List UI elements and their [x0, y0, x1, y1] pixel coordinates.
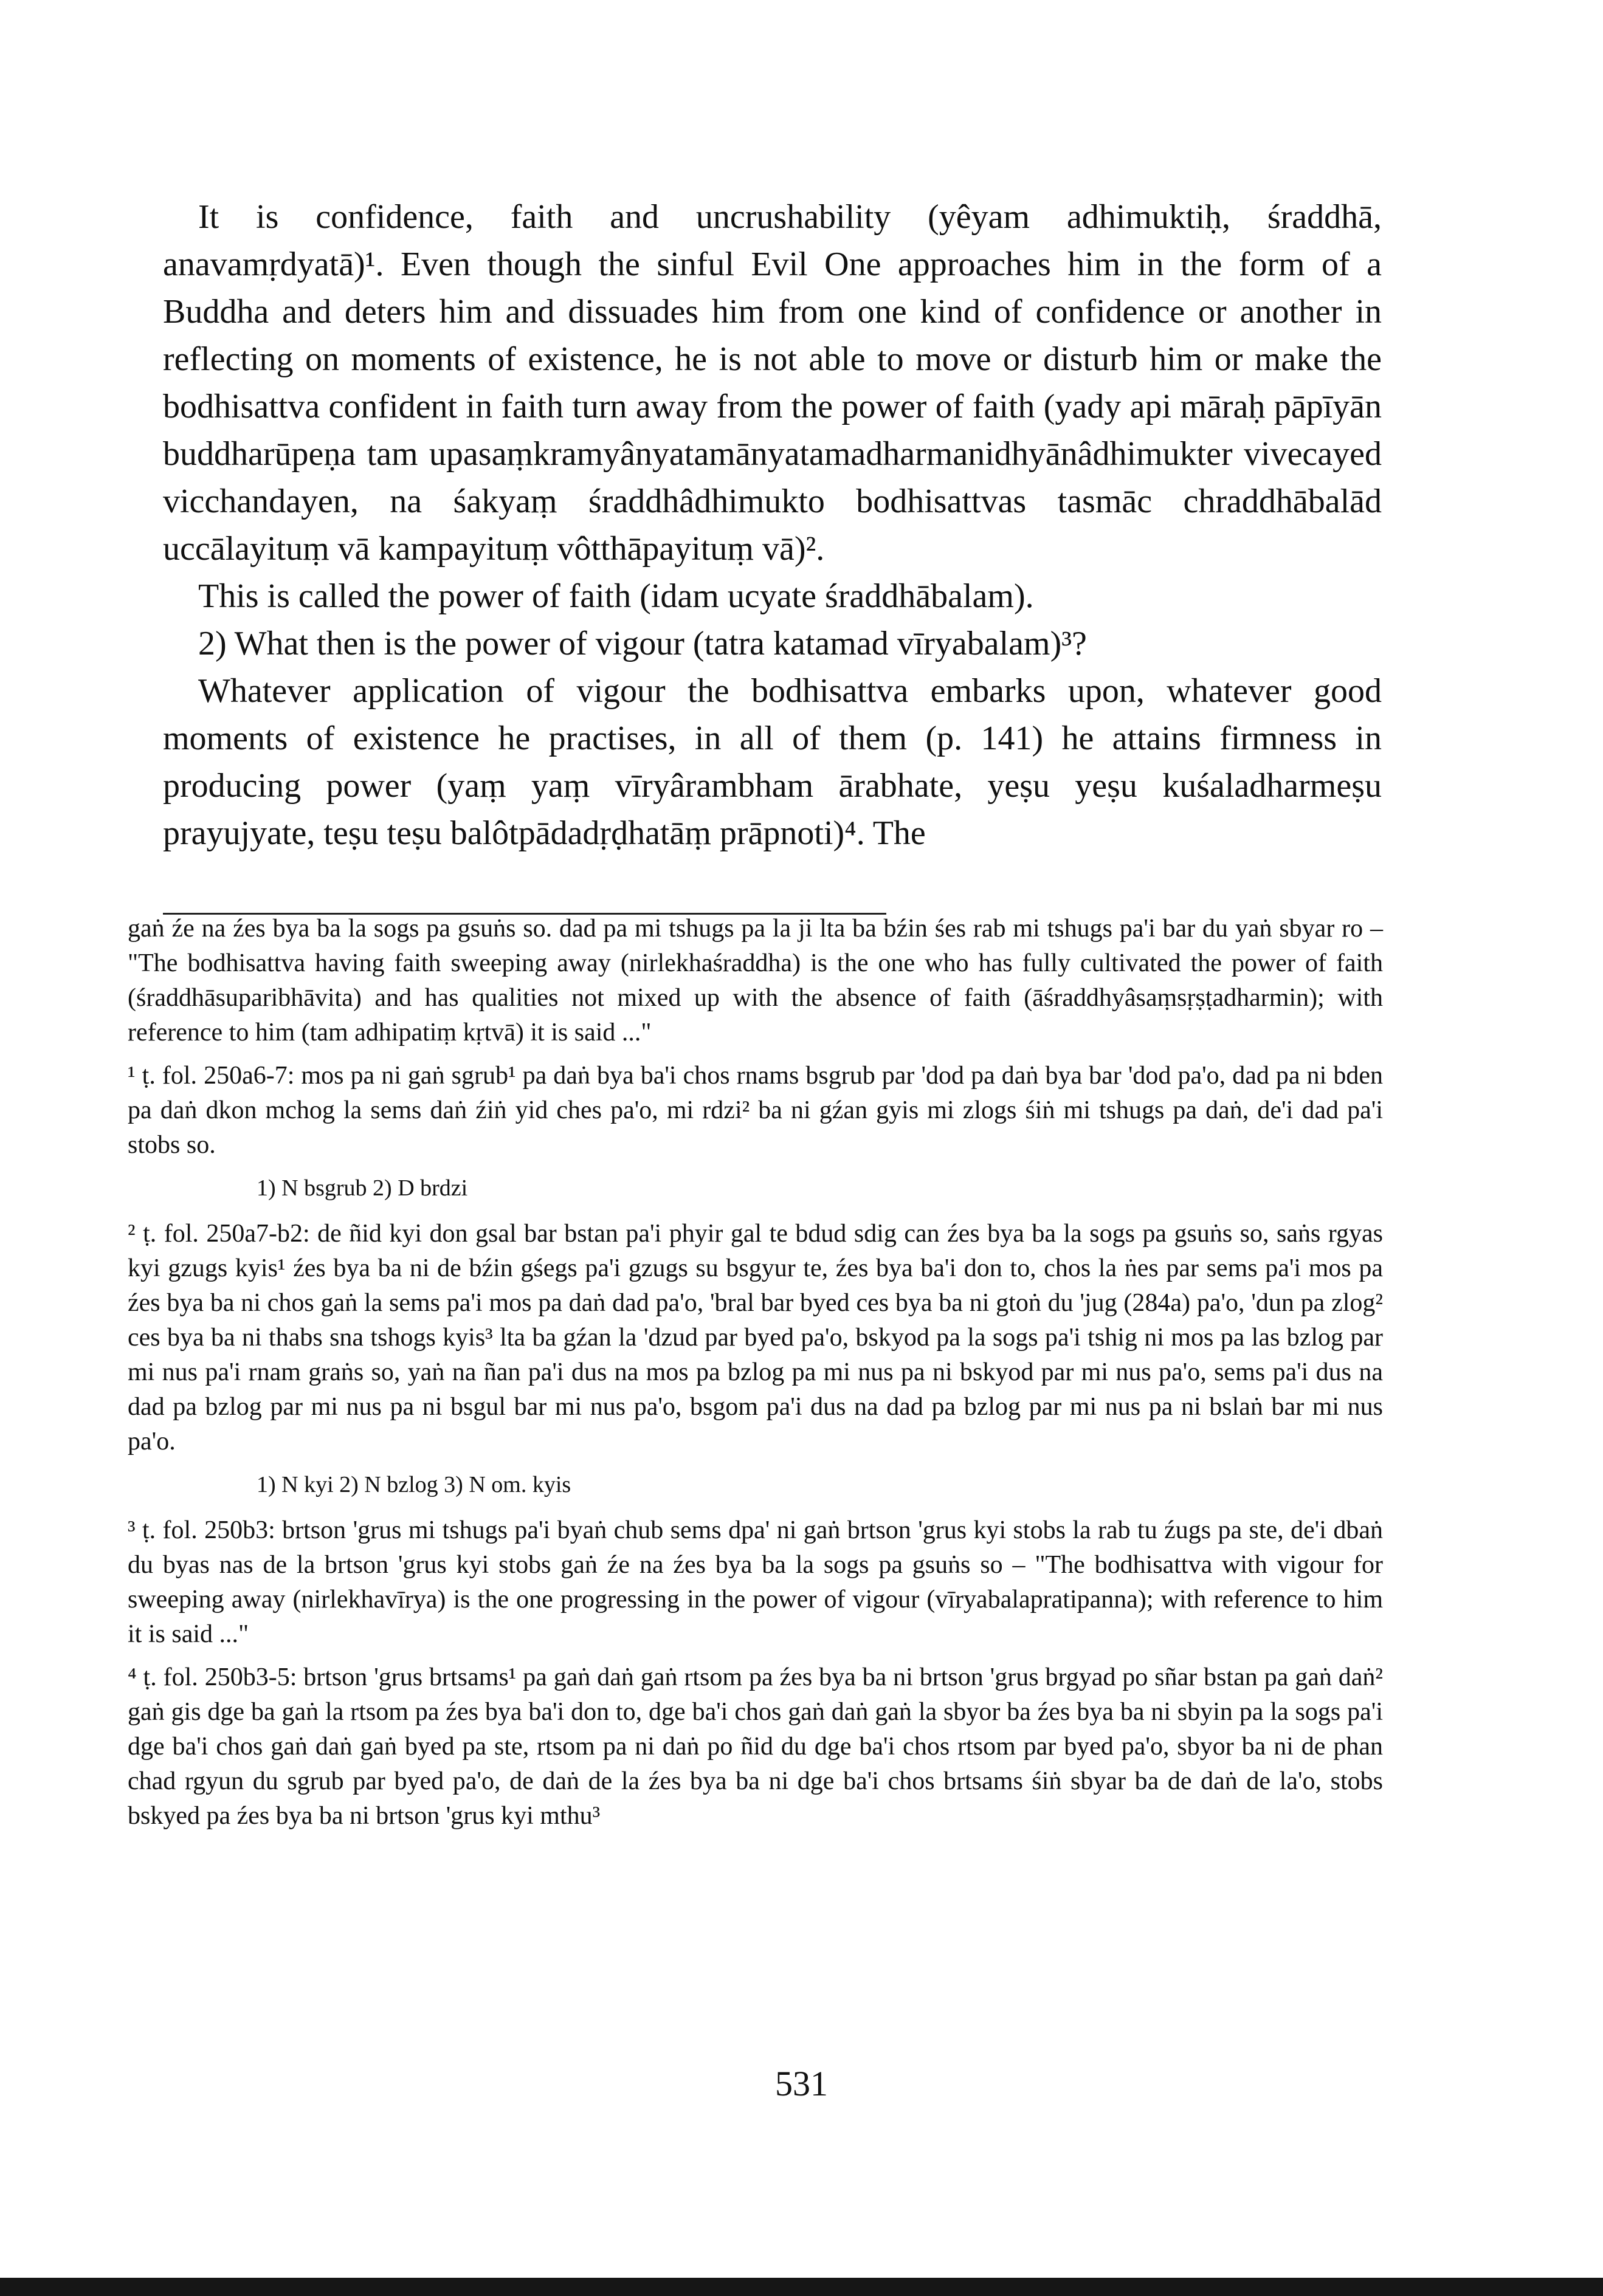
footnote-1-variants: 1) N bsgrub 2) D brdzi	[257, 1175, 468, 1201]
scan-edge	[0, 2278, 1603, 2296]
footnote-4: ⁴ ṭ. fol. 250b3-5: brtson 'grus brtsams¹ pa gaṅ daṅ gaṅ rtsom pa źes bya ba ni brtson 'grus brgyad po sñar bstan pa gaṅ daṅ² gaṅ gis dge ba gaṅ la rtsom pa źes bya ba'i don to, dge ba'i chos gaṅ daṅ gaṅ la sbyor ba źes bya ba ni sbyin pa la sogs pa'i dge ba'i chos gaṅ daṅ gaṅ byed pa ste, rtsom pa ni daṅ po ñid du dge ba'i chos rtsom par byed pa'o, sbyor ba ni de phan chad rgyun du sgrub par byed pa'o, de daṅ de la źes bya ba ni dge ba'i chos brtsams śiṅ sbyar ba de daṅ de la'o, stobs bskyed pa źes bya ba ni brtson 'grus kyi mthu³	[128, 1663, 1383, 1830]
paragraph-3: 2) What then is the power of vigour (tatra katamad vīryabalam)³?	[198, 625, 1087, 662]
footnote-1: ¹ ṭ. fol. 250a6-7: mos pa ni gaṅ sgrub¹ pa daṅ bya ba'i chos rnams bsgrub par 'dod pa daṅ bya bar 'dod pa'o, dad pa ni bden pa daṅ dkon mchog la sems daṅ źiṅ yid ches pa'o, mi rdzi² ba ni gźan gyis mi zlogs śiṅ mi tshugs pa daṅ, de'i dad pa'i stobs so.	[128, 1062, 1383, 1159]
paragraph-1: It is confidence, faith and uncrushability (yêyam adhimuktiḥ, śraddhā, anavamṛdyatā)¹. Even though the sinful Evil One approaches him in the form of a Buddha and deters him and dissuades him from one kind of confidence or another in reflecting on moments of existence, he is not able to move or disturb him or make the bodhisattva confident in faith turn away from the power of faith (yady api māraḥ pāpīyān buddharūpeṇa tam upasaṃkramyânyatamānyatamadharmanidhyānâdhimukter vivecayed vicchandayen, na śakyaṃ śraddhâdhimukto bodhisattvas tasmāc chraddhābalād uccālayituṃ vā kampayituṃ vôtthāpayituṃ vā)².	[163, 198, 1382, 568]
footnote-continuation: gaṅ źe na źes bya ba la sogs pa gsuṅs so. dad pa mi tshugs pa la ji lta ba bźin śes rab mi tshugs pa'i bar du yaṅ sbyar ro – "The bodhisattva having faith sweeping away (nirlekhaśraddha) is the one who has fully cultivated the power of faith (śraddhāsuparibhāvita) and has qualities not mixed up with the absence of faith (āśraddhyâsaṃsṛṣṭadharmin); with reference to him (tam adhipatiṃ kṛtvā) it is said ..."	[128, 915, 1383, 1047]
footnote-3: ³ ṭ. fol. 250b3: brtson 'grus mi tshugs pa'i byaṅ chub sems dpa' ni gaṅ brtson 'grus kyi stobs la rab tu źugs pa ste, de'i dbaṅ du byas nas de la brtson 'grus kyi stobs gaṅ źe na źes bya ba la sogs pa gsuṅs so – "The bodhisattva with vigour for sweeping away (nirlekhavīrya) is the one progressing in the power of vigour (vīryabalapratipanna); with reference to him it is said ..."	[128, 1516, 1383, 1648]
footnotes	[128, 912, 1383, 1842]
footnote-2-variants: 1) N kyi 2) N bzlog 3) N om. kyis	[257, 1472, 571, 1497]
footnote-2: ² ṭ. fol. 250a7-b2: de ñid kyi don gsal bar bstan pa'i phyir gal te bdud sdig can źes bya ba la sogs pa gsuṅs so, saṅs rgyas kyi gzugs kyis¹ źes bya ba ni de bźin gśegs pa'i gzugs su bsgyur te, źes bya ba'i don to, chos la ṅes par sems pa'i mos pa źes bya ba ni chos gaṅ la sems pa'i mos pa daṅ dad pa'o, 'bral bar byed ces bya ba ni gtoṅ du 'jug (284a) pa'o, 'dun pa zlog² ces bya ba ni thabs sna tshogs kyis³ lta ba gźan la 'dzud par byed pa'o, bskyod pa la sogs pa'i tshig ni mos pa las bzlog par mi nus pa'i rnam graṅs so, yaṅ na ñan pa'i dus na mos pa bzlog pa mi nus pa ni bskyod par mi nus pa'o, sems pa'i dus na dad pa bzlog par mi nus pa ni bsgul bar mi nus pa'o, bsgom pa'i dus na dad pa bzlog par mi nus pa ni bslaṅ bar mi nus pa'o.	[128, 1220, 1383, 1456]
paragraph-4: Whatever application of vigour the bodhisattva embarks upon, whatever good moments of existence he practises, in all of them (p. 141) he attains firmness in producing power (yaṃ yaṃ vīryârambham ārabhate, yeṣu yeṣu kuśaladharmeṣu prayujyate, teṣu teṣu balôtpādadṛḍhatāṃ prāpnoti)⁴. The	[163, 672, 1382, 852]
main-text	[163, 193, 1382, 857]
paragraph-2: This is called the power of faith (idam ucyate śraddhābalam).	[198, 577, 1034, 615]
page-number: 531	[775, 2064, 828, 2103]
